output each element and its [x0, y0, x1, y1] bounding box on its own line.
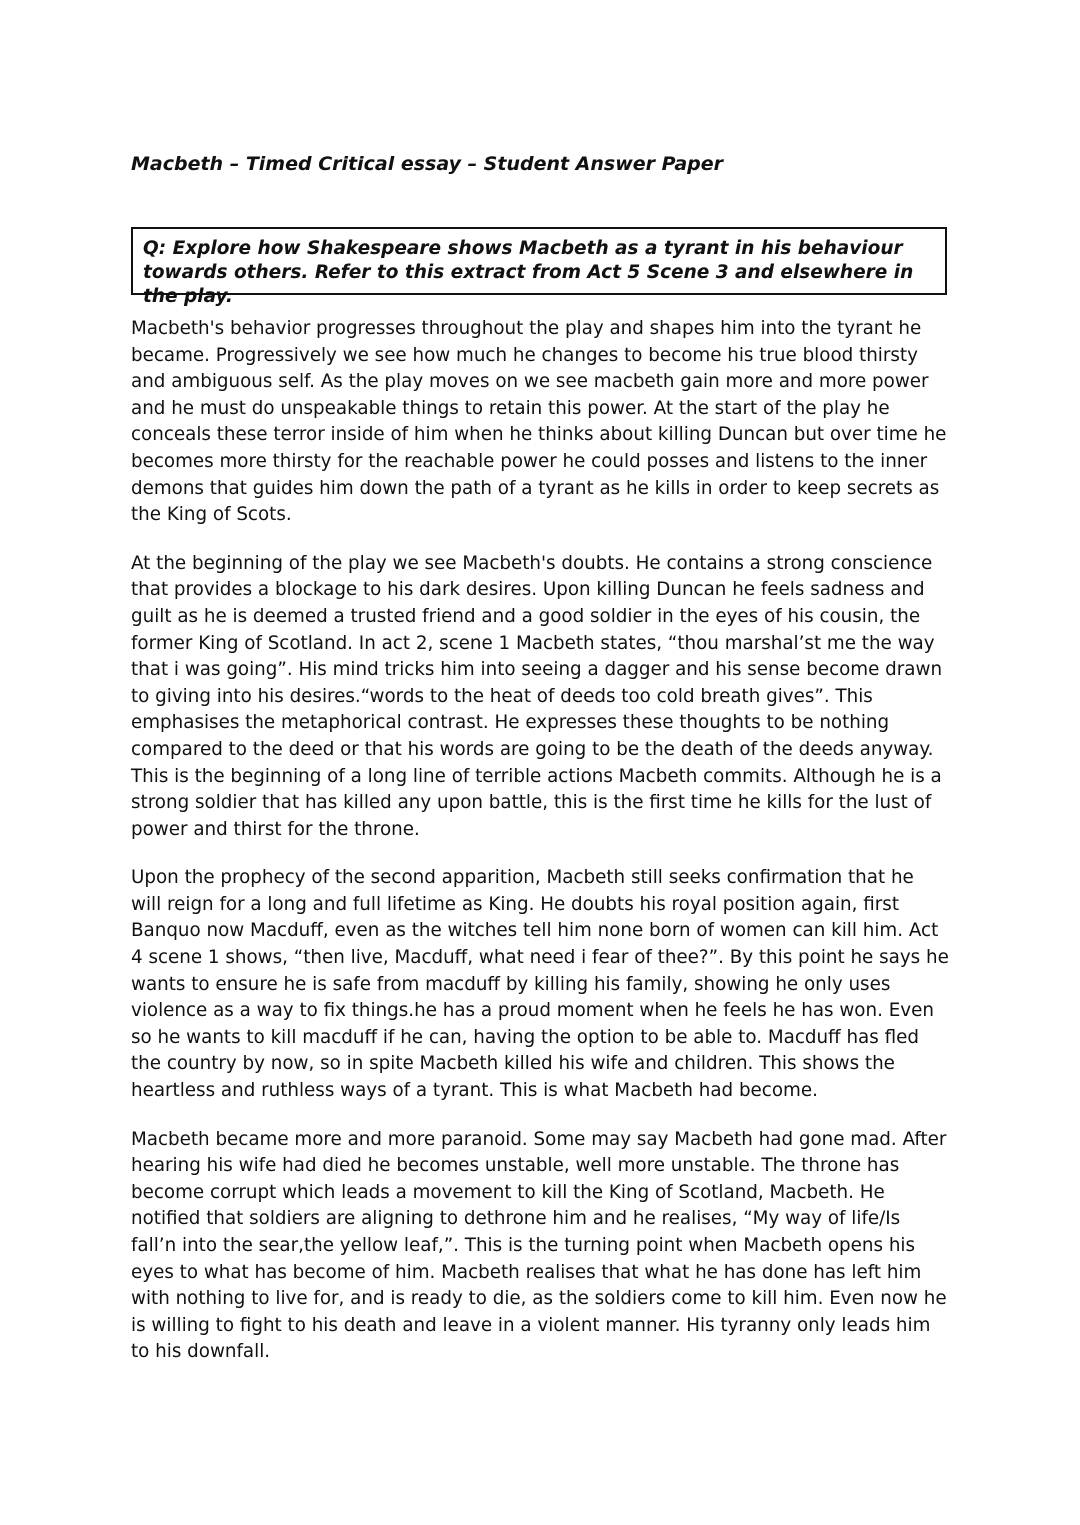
- question-text: Q: Explore how Shakespeare shows Macbeth as a tyrant in his behaviour towards others. Refer to this extract from Act 5 Scene 3 and elsewhere in the play.: [143, 238, 914, 307]
- document-title: Macbeth – Timed Critical essay – Student Answer Paper: [131, 153, 724, 175]
- essay-paragraph: Macbeth became more and more paranoid. Some may say Macbeth had gone mad. After hearing his wife had died he becomes unstable, well more unstable. The throne has become corrupt which leads a movement to kill the King of Scotland, Macbeth. He notified that soldiers are aligning to dethrone him and he realises, “My way of life/Is fall’n into the sear,the yellow leaf,”. This is the turning point when Macbeth opens his eyes to what has become of him. Macbeth realises that what he has done has left him with nothing to live for, and is ready to die, as the soldiers come to kill him. Even now he is willing to fight to his death and leave in a violent manner. His tyranny only leads him to his downfall.: [131, 1128, 947, 1363]
- essay-paragraph: Upon the prophecy of the second apparition, Macbeth still seeks confirmation that he will reign for a long and full lifetime as King. He doubts his royal position again, first Banquo now Macduff, even as the witches tell him none born of women can kill him. Act 4 scene 1 shows, “then live, Macduff, what need i fear of thee?”. By this point he says he wants to ensure he is safe from macduff by killing his family, showing he only uses violence as a way to fix things.he has a proud moment when he feels he has won. Even so he wants to kill macduff if he can, having the option to be able to. Macduff has fled the country by now, so in spite Macbeth killed his wife and children. This shows the heartless and ruthless ways of a tyrant. This is what Macbeth had become.: [131, 867, 949, 1102]
- essay-paragraph: Macbeth's behavior progresses throughout the play and shapes him into the tyrant he became. Progressively we see how much he changes to become his true blood thirsty and ambiguous self. As the play moves on we see macbeth gain more and more power and he must do unspeakable things to retain this power. At the start of the play he conceals these terror inside of him when he thinks about killing Duncan but over time he becomes more thirsty for the reachable power he could posses and listens to the inner demons that guides him down the path of a tyrant as he kills in order to keep secrets as the King of Scots.: [131, 318, 947, 526]
- essay-body: [131, 316, 949, 1388]
- question-box: [131, 227, 947, 307]
- essay-paragraph: At the beginning of the play we see Macbeth's doubts. He contains a strong conscience that provides a blockage to his dark desires. Upon killing Duncan he feels sadness and guilt as he is deemed a trusted friend and a good soldier in the eyes of his cousin, the former King of Scotland. In act 2, scene 1 Macbeth states, “thou marshal’st me the way that i was going”. His mind tricks him into seeing a dagger and his sense become drawn to giving into his desires.“words to the heat of deeds too cold breath gives”. This emphasises the metaphorical contrast. He expresses these thoughts to be nothing compared to the deed or that his words are going to be the death of the deeds anyway. This is the beginning of a long line of terrible actions Macbeth commits. Although he is a strong soldier that has killed any upon battle, this is the first time he kills for the lust of power and thirst for the throne.: [131, 552, 943, 840]
